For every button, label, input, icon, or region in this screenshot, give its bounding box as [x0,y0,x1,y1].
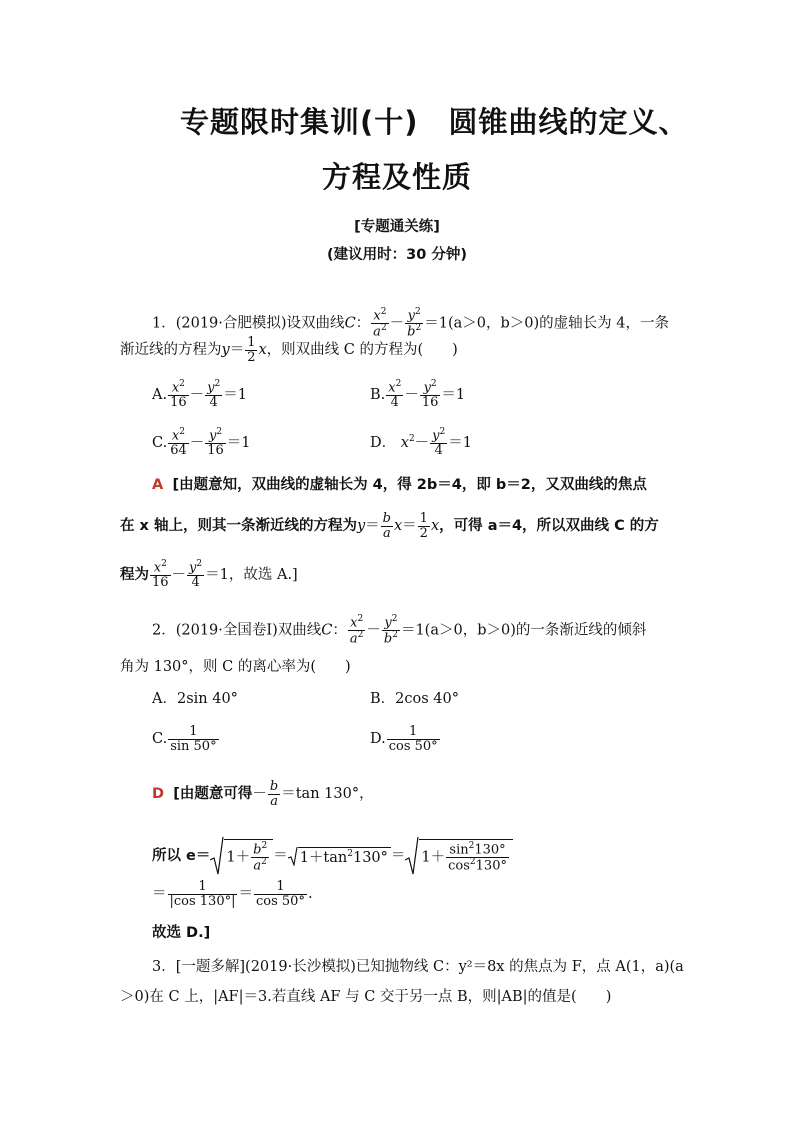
q2-option-d: D. $\frac{1}{\cos 50^\circ}$ [370,724,438,754]
q1-answer: A [152,477,164,493]
q2-option-d-den: cos 50° [388,738,438,754]
q1-option-a-label: A. [152,386,168,403]
page-title-line1: 专题限时集训(十) 圆锥曲线的定义、 [180,105,689,139]
q1-option-d-label: D． [370,434,397,451]
q1-option-a: A. $\frac{x^2}{16}$ － $\frac{y^2}{4}$ ＝1 [152,379,247,410]
page-title-line2: 方程及性质 [322,160,473,194]
time-hint: (建议用时：30 分钟) [327,247,467,263]
q2-option-c-label: C. [152,731,168,748]
q2-option-c-den: sin 50° [170,738,217,754]
q2-option-c: C. $\frac{1}{\sin 50^\circ}$ [152,724,217,754]
q2-answer: D [152,786,165,803]
sqrt-symbol [405,836,419,876]
q2-solution-line3: ＝ $\frac{1}{|\cos 130^\circ|}$ ＝ $\frac{1}{\cos 50^\circ}$ . [152,879,313,909]
q1-option-b: B. $\frac{x^2}{4}$ － $\frac{y^2}{16}$ ＝1 [370,379,466,410]
q2-stem-line2: 角为 130°，则 C 的离心率为( ) [120,659,351,675]
q1-solution-text1: [由题意知，双曲线的虚轴长为 4，得 2b＝4，即 b＝2，又双曲线的焦点 [172,477,647,493]
q2-option-b: B．2cos 40° [370,691,459,707]
q1-stem2-suffix: ，则双曲线 C 的方程为( ) [266,342,458,359]
q2-solution-den2: cos 50° [255,893,305,909]
q1-stem-line1: 1．(2019·合肥模拟)设双曲线C： $\frac{x^2}{a^2}$ － $\frac{y^2}{b^2}$ ＝1(a＞0，b＞0)的虚轴长为 4，一条 [152,307,669,340]
q1-option-c-label: C. [152,434,168,451]
q2-stem-line1: 2．(2019·全国卷Ⅰ)双曲线C： $\frac{x^2}{a^2}$ － $\frac{y^2}{b^2}$ ＝1(a＞0，b＞0)的一条渐近线的倾斜 [152,614,647,647]
q1-solution-text2a: 在 x 轴上，则其一条渐近线的方程为 [120,518,357,535]
q3-stem-line2: ＞0)在 C 上，|AF|＝3.若直线 AF 与 C 交于另一点 B，则|AB|的值是( ) [120,989,612,1005]
q1-stem-line2: 渐近线的方程为y＝ $\frac{1}{2}$ x，则双曲线 C 的方程为( ) [120,335,458,365]
q2-solution-text1a: [由题意可得 [173,786,253,803]
q2-solution-line2: 所以 e＝ 1＋ $\frac{b^2}{a^2}$ ＝ $1+\tan^2130^\circ = 1+$ $\frac{\sin^2130^\circ}{\cos^2130^\circ}$ [152,836,513,876]
q1-solution-text2b: ，可得 a＝4，所以双曲线 C 的方 [439,518,659,535]
sqrt-symbol [210,836,224,876]
q2-stem-prefix: 2．(2019·全国卷Ⅰ)双曲线 [152,622,322,639]
q2-option-d-label: D. [370,731,386,748]
q2-option-a: A．2sin 40° [152,691,238,707]
q2-solution-text2a: 所以 e＝ [152,848,211,864]
q3-stem-line1: 3．[一题多解](2019·长沙模拟)已知抛物线 C：y²＝8x 的焦点为 F，点 A(1，a)(a [152,959,684,975]
q2-solution-line4: 故选 D.] [152,925,211,941]
q1-option-c: C. $\frac{x^2}{64}$ － $\frac{y^2}{16}$ ＝1 [152,427,251,458]
q1-option-d: D． $x^2-$ $\frac{y^2}{4}$ ＝1 [370,427,472,458]
q2-solution-text1b: ＝tan 130°， [281,786,374,803]
q1-solution-line3: 程为 $\frac{x^2}{16}$ － $\frac{y^2}{4}$ ＝1，故选 A.] [120,559,298,590]
q2-solution-den1: |cos 130°| [169,893,236,909]
sqrt-symbol [288,846,298,866]
q1-option-b-label: B. [370,386,386,403]
q1-option-a-eq: ＝1 [223,386,247,403]
q2-solution-line1: D [由题意可得－ $\frac{b}{a}$ ＝tan 130°， [152,779,374,809]
q1-stem2-prefix: 渐近线的方程为 [120,342,222,359]
q1-solution-text3a: 程为 [120,566,149,583]
q1-solution-text3b: ＝1，故选 A.] [205,566,298,583]
q1-stem-condition: ＝1(a＞0，b＞0)的虚轴长为 4，一条 [424,315,669,332]
q1-solution-line1 [152,478,647,493]
q1-stem-prefix: 1．(2019·合肥模拟)设双曲线 [152,315,345,332]
section-label: [专题通关练] [354,219,440,235]
q2-stem-condition: ＝1(a＞0，b＞0)的一条渐近线的倾斜 [400,622,647,639]
q1-solution-line2: 在 x 轴上，则其一条渐近线的方程为y＝ $\frac{b}{a}$ x＝ $\frac{1}{2}$ x，可得 a＝4，所以双曲线 C 的方 [120,511,659,541]
